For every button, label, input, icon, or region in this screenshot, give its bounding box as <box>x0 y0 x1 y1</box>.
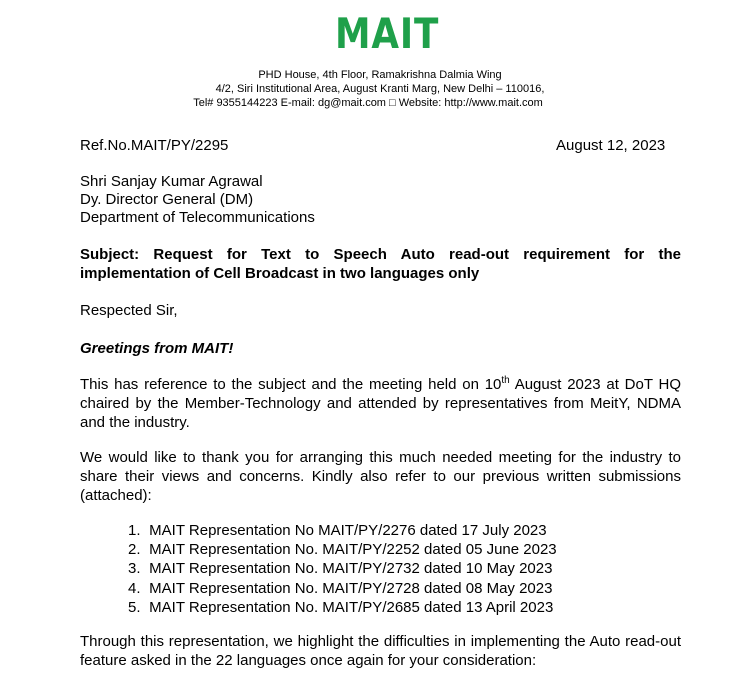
contact-line: Tel# 9355144223 E-mail: dg@mait.com □ Website: http://www.mait.com <box>193 97 543 109</box>
list-item-number: 5. <box>128 598 141 616</box>
submissions-list <box>128 521 557 617</box>
list-item-text: MAIT Representation No. MAIT/PY/2252 dated 05 June 2023 <box>149 541 557 559</box>
list-item-text: MAIT Representation No. MAIT/PY/2728 dated 08 May 2023 <box>149 579 553 597</box>
list-item-number: 4. <box>128 579 141 597</box>
para1-ordinal-suffix: th <box>501 375 510 386</box>
reference-number: Ref.No.MAIT/PY/2295 <box>80 137 229 154</box>
salutation: Respected Sir, <box>80 302 178 319</box>
logo-text: MAIT <box>335 9 440 58</box>
subject-line: Subject: Request for Text to Speech Auto read-out requirement for the implementation of Cell Broadcast in two languages only <box>80 246 681 282</box>
address-line-2: 4/2, Siri Institutional Area, August Kranti Marg, New Delhi – 110016, <box>215 83 545 95</box>
list-item-text: MAIT Representation No MAIT/PY/2276 dated 17 July 2023 <box>149 522 547 539</box>
para1-text-after: August 2023 at DoT HQ chaired by the Member-Technology and attended by representatives from MeitY, NDMA and the industry. <box>80 376 681 431</box>
list-item-text: MAIT Representation No. MAIT/PY/2685 dated 13 April 2023 <box>149 598 554 616</box>
list-item-number: 2. <box>128 541 141 559</box>
list-item-text: MAIT Representation No. MAIT/PY/2732 dated 10 May 2023 <box>149 560 553 578</box>
address-line-1: PHD House, 4th Floor, Ramakrishna Dalmia Wing <box>258 69 502 81</box>
list-item <box>128 579 557 598</box>
paragraph-representation: Through this representation, we highlight the difficulties in implementing the Auto read-out feature asked in the 22 languages once again for your consideration: <box>80 633 681 669</box>
paragraph-reference <box>80 375 681 432</box>
list-item-number: 1. <box>128 522 141 539</box>
mait-logo <box>328 9 440 58</box>
list-item <box>128 598 557 617</box>
list-item <box>128 540 557 559</box>
letter-date: August 12, 2023 <box>556 137 666 154</box>
greeting: Greetings from MAIT! <box>80 340 234 357</box>
recipient-title: Dy. Director General (DM) <box>80 191 254 208</box>
list-item <box>128 521 557 540</box>
recipient-department: Department of Telecommunications <box>80 209 315 226</box>
recipient-name: Shri Sanjay Kumar Agrawal <box>80 173 263 190</box>
paragraph-thanks: We would like to thank you for arranging this much needed meeting for the industry to share their views and concerns. Kindly also refer to our previous written submissions (attached): <box>80 449 681 504</box>
para1-text-before: This has reference to the subject and the meeting held on 10 <box>80 376 502 393</box>
list-item-number: 3. <box>128 560 141 578</box>
list-item <box>128 559 557 578</box>
